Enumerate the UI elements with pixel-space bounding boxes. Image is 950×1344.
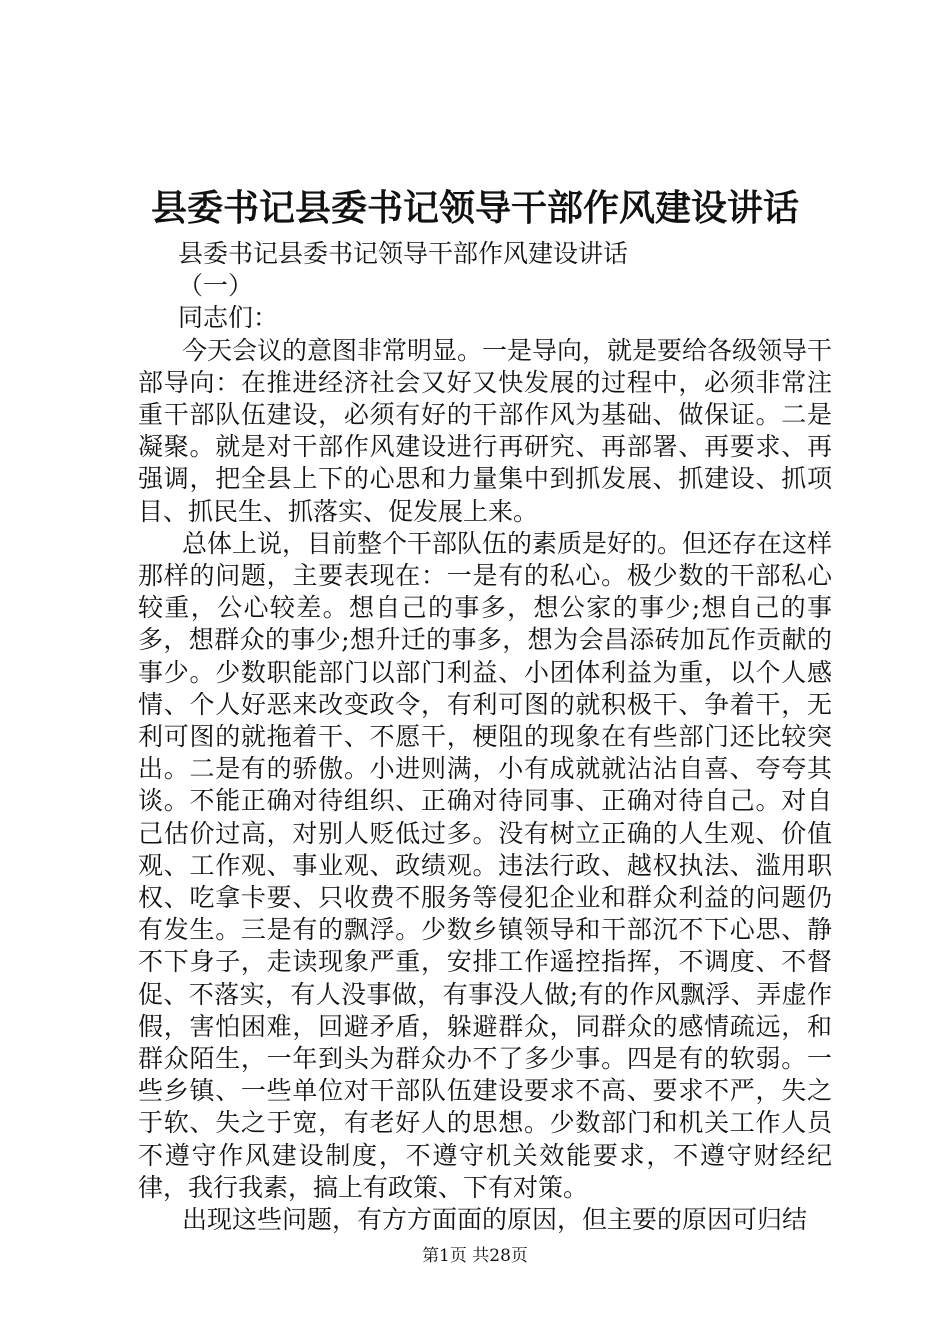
paragraph: 出现这些问题，有方方面面的原因，但主要的原因可归结 xyxy=(182,1205,808,1235)
document-subtitle: 县委书记县委书记领导干部作风建设讲话 xyxy=(178,239,629,268)
page-indicator: 第1页 共28页 xyxy=(422,1246,528,1266)
paragraph: 今天会议的意图非常明显。一是导向，就是要给各级领导干部导向：在推进经济社会又好又快发展的过程中，必须非常注重干部队伍建设，必须有好的干部作风为基础、做保证。二是凝聚。就是对干部作风建设进行再研究、再部署、再要求、再强调，把全县上下的心思和力量集中到抓发展、抓建设、抓项目、抓民生、抓落实、促发展上来。 xyxy=(138,335,833,526)
document-body xyxy=(138,238,832,1236)
salutation: 同志们： xyxy=(178,303,279,333)
part-label: （一） xyxy=(178,271,254,301)
paragraph: 总体上说，目前整个干部队伍的素质是好的。但还存在这样那样的问题，主要表现在：一是有的私心。极少数的干部私心较重，公心较差。想自己的事多，想公家的事少;想自己的事多，想群众的事少;想升迁的事多，想为会昌添砖加瓦作贡献的事少。少数职能部门以部门利益、小团体利益为重，以个人感情、个人好恶来改变政令，有利可图的就积极干、争着干，无利可图的就拖着干、不愿干，梗阻的现象在有些部门还比较突出。二是有的骄傲。小进则满，小有成就就沾沾自喜、夸夸其谈。不能正确对待组织、正确对待同事、正确对待自己。对自己估价过高，对别人贬低过多。没有树立正确的人生观、价值观、工作观、事业观、政绩观。违法行政、越权执法、滥用职权、吃拿卡要、只收费不服务等侵犯企业和群众利益的问题仍有发生。三是有的飘浮。少数乡镇领导和干部沉不下心思、静不下身子，走读现象严重，安排工作遥控指挥，不调度、不督促、不落实，有人没事做，有事没人做;有的作风飘浮、弄虚作假，害怕困难，回避矛盾，躲避群众，同群众的感情疏远，和群众陌生，一年到头为群众办不了多少事。四是有的软弱。一些乡镇、一些单位对干部队伍建设要求不高、要求不严，失之于软、失之于宽，有老好人的思想。少数部门和机关工作人员不遵守作风建设制度，不遵守机关效能要求，不遵守财经纪律，我行我素，搞上有政策、下有对策。 xyxy=(138,528,833,1202)
document-title: 县委书记县委书记领导干部作风建设讲话 xyxy=(150,187,799,229)
